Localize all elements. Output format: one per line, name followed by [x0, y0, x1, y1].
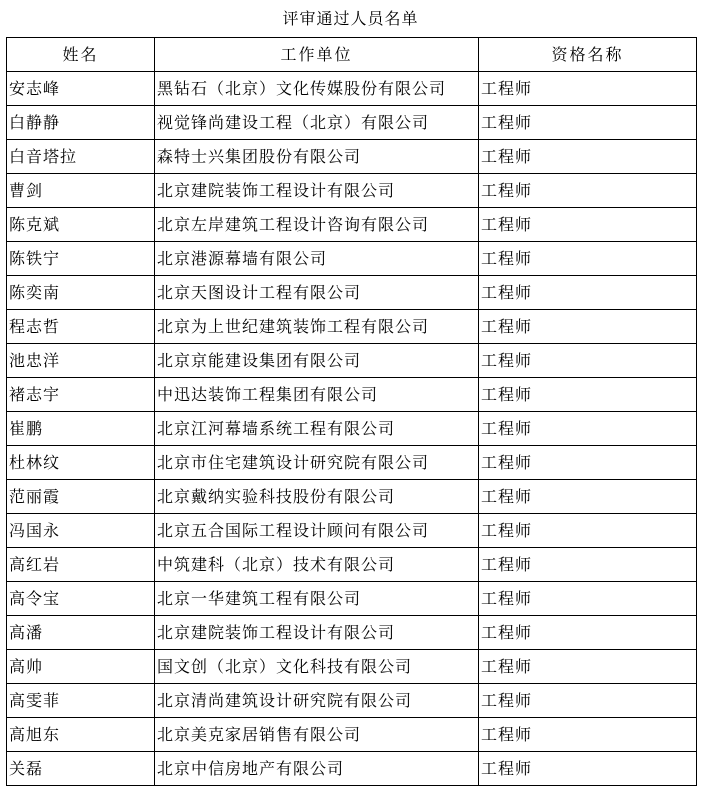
cell-qualification: 工程师 — [479, 548, 697, 582]
table-header-row — [7, 38, 697, 72]
table-row — [7, 582, 697, 616]
table-row — [7, 412, 697, 446]
page-title: 评审通过人员名单 — [282, 9, 419, 28]
cell-organization: 北京五合国际工程设计顾问有限公司 — [155, 514, 479, 548]
table-row — [7, 276, 697, 310]
cell-name: 曹剑 — [7, 174, 155, 208]
cell-name: 高帅 — [7, 650, 155, 684]
cell-organization: 北京美克家居销售有限公司 — [155, 718, 479, 752]
table-row — [7, 310, 697, 344]
cell-qualification: 工程师 — [479, 208, 697, 242]
cell-qualification: 工程师 — [479, 412, 697, 446]
cell-organization: 黑钻石（北京）文化传媒股份有限公司 — [155, 72, 479, 106]
table-row — [7, 174, 697, 208]
table-row — [7, 242, 697, 276]
cell-name: 高令宝 — [7, 582, 155, 616]
cell-qualification: 工程师 — [479, 72, 697, 106]
cell-name: 程志哲 — [7, 310, 155, 344]
cell-organization: 中迅达装饰工程集团有限公司 — [155, 378, 479, 412]
cell-organization: 视觉锋尚建设工程（北京）有限公司 — [155, 106, 479, 140]
table-row — [7, 446, 697, 480]
cell-organization: 北京建院装饰工程设计有限公司 — [155, 174, 479, 208]
header-name: 姓名 — [7, 38, 155, 72]
table-row — [7, 480, 697, 514]
table-row — [7, 140, 697, 174]
cell-organization: 北京中信房地产有限公司 — [155, 752, 479, 786]
cell-organization: 北京京能建设集团有限公司 — [155, 344, 479, 378]
cell-qualification: 工程师 — [479, 174, 697, 208]
cell-qualification: 工程师 — [479, 140, 697, 174]
table-row — [7, 72, 697, 106]
cell-name: 高雯菲 — [7, 684, 155, 718]
table-row — [7, 208, 697, 242]
cell-name: 高潘 — [7, 616, 155, 650]
cell-name: 安志峰 — [7, 72, 155, 106]
header-qualification: 资格名称 — [479, 38, 697, 72]
cell-name: 范丽霞 — [7, 480, 155, 514]
cell-name: 崔鹏 — [7, 412, 155, 446]
cell-organization: 中筑建科（北京）技术有限公司 — [155, 548, 479, 582]
cell-name: 高旭东 — [7, 718, 155, 752]
cell-organization: 北京港源幕墙有限公司 — [155, 242, 479, 276]
cell-qualification: 工程师 — [479, 242, 697, 276]
cell-name: 陈铁宁 — [7, 242, 155, 276]
cell-name: 关磊 — [7, 752, 155, 786]
cell-name: 杜林纹 — [7, 446, 155, 480]
cell-name: 褚志宇 — [7, 378, 155, 412]
cell-organization: 北京左岸建筑工程设计咨询有限公司 — [155, 208, 479, 242]
cell-qualification: 工程师 — [479, 514, 697, 548]
cell-name: 白音塔拉 — [7, 140, 155, 174]
cell-qualification: 工程师 — [479, 616, 697, 650]
cell-qualification: 工程师 — [479, 480, 697, 514]
table-row — [7, 106, 697, 140]
cell-qualification: 工程师 — [479, 446, 697, 480]
cell-organization: 森特士兴集团股份有限公司 — [155, 140, 479, 174]
cell-qualification: 工程师 — [479, 650, 697, 684]
table-row — [7, 344, 697, 378]
cell-qualification: 工程师 — [479, 310, 697, 344]
cell-organization: 国文创（北京）文化科技有限公司 — [155, 650, 479, 684]
cell-organization: 北京建院装饰工程设计有限公司 — [155, 616, 479, 650]
cell-name: 冯国永 — [7, 514, 155, 548]
cell-organization: 北京为上世纪建筑装饰工程有限公司 — [155, 310, 479, 344]
cell-organization: 北京市住宅建筑设计研究院有限公司 — [155, 446, 479, 480]
table-row — [7, 718, 697, 752]
table-row — [7, 378, 697, 412]
table-row — [7, 684, 697, 718]
table-row — [7, 616, 697, 650]
cell-qualification: 工程师 — [479, 752, 697, 786]
table-row — [7, 650, 697, 684]
cell-qualification: 工程师 — [479, 582, 697, 616]
cell-qualification: 工程师 — [479, 106, 697, 140]
personnel-table — [6, 37, 697, 786]
table-row — [7, 548, 697, 582]
cell-qualification: 工程师 — [479, 344, 697, 378]
cell-name: 高红岩 — [7, 548, 155, 582]
header-organization: 工作单位 — [155, 38, 479, 72]
cell-qualification: 工程师 — [479, 276, 697, 310]
cell-name: 陈奕南 — [7, 276, 155, 310]
cell-name: 陈克斌 — [7, 208, 155, 242]
table-row — [7, 752, 697, 786]
cell-qualification: 工程师 — [479, 718, 697, 752]
cell-organization: 北京一华建筑工程有限公司 — [155, 582, 479, 616]
cell-name: 池忠洋 — [7, 344, 155, 378]
table-body — [7, 72, 697, 786]
cell-organization: 北京戴纳实验科技股份有限公司 — [155, 480, 479, 514]
cell-organization: 北京江河幕墙系统工程有限公司 — [155, 412, 479, 446]
cell-organization: 北京清尚建筑设计研究院有限公司 — [155, 684, 479, 718]
cell-qualification: 工程师 — [479, 378, 697, 412]
table-row — [7, 514, 697, 548]
cell-name: 白静静 — [7, 106, 155, 140]
cell-qualification: 工程师 — [479, 684, 697, 718]
cell-organization: 北京天图设计工程有限公司 — [155, 276, 479, 310]
